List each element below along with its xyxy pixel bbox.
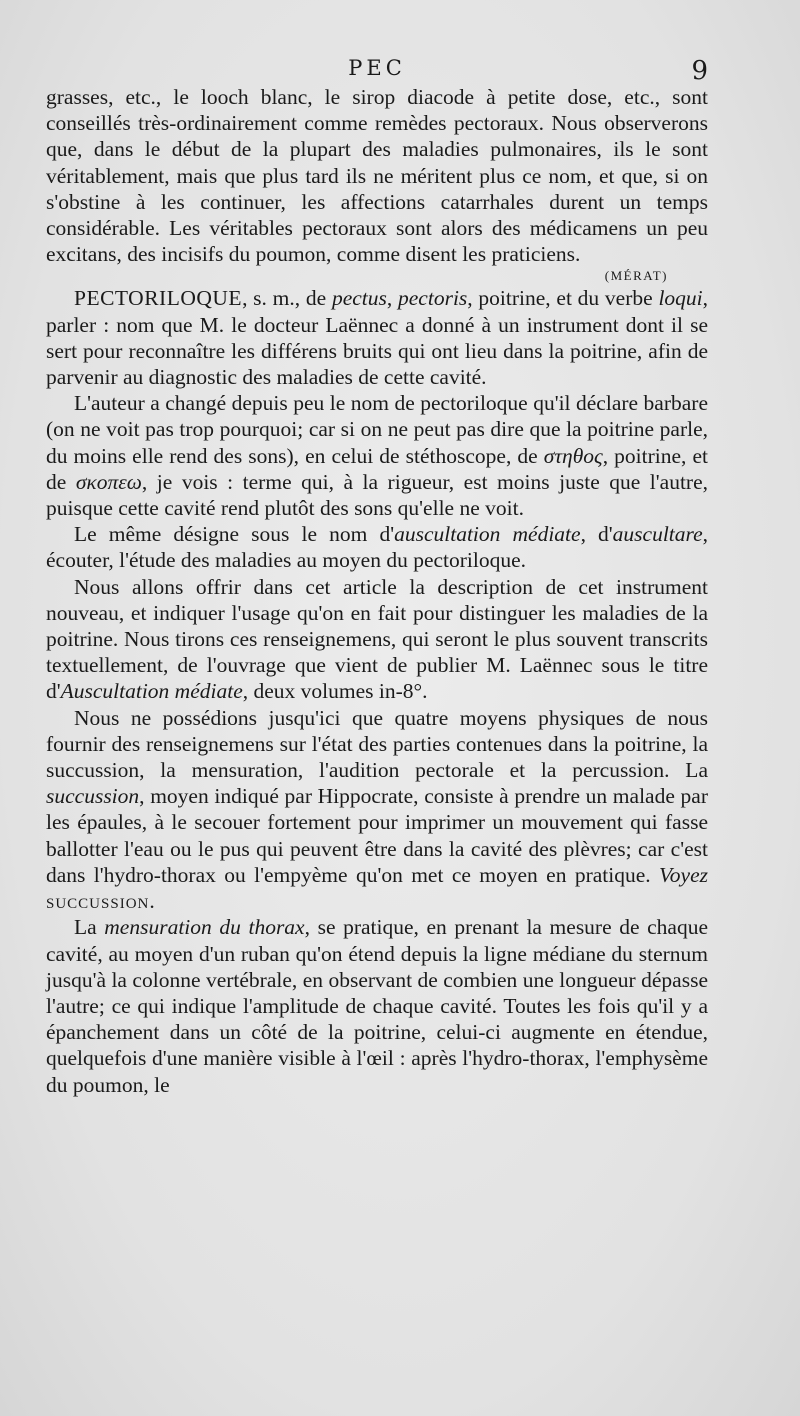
running-head: PEC bbox=[348, 56, 406, 80]
greek-word: σκοπεω bbox=[75, 469, 142, 494]
paragraph-stethoscope: L'auteur a changé depuis peu le nom de pectoriloque qu'il déclare barbare (on ne voit pas trop pourquoi; car si on ne peut pas dire que la poitrine parle, du moins elle rend des sons), en celui de stéthoscope, de στηθος, poitrine, et de σκοπεω, je vois : terme qui, à la rigueur, est moins juste que l'autre, puisque cette cavité rend plutôt des sons qu'elle ne voit. bbox=[46, 391, 708, 521]
paragraph-continuation: grasses, etc., le looch blanc, le sirop diacode à petite dose, etc., sont conseillés très-ordinairement comme remèdes pectoraux. Nous observerons que, dans le début de la plupart des maladies pulmonaires, ils le sont véritablement, mais que plus tard ils ne méritent plus ce nom, et que, si on s'obstine à les continuer, les affections catarrhales durent un temps considérable. Les véritables pectoraux sont alors des médicamens un peu excitans, des incisifs du poumon, comme disent les praticiens. bbox=[46, 85, 708, 267]
paragraph-auscultation: Le même désigne sous le nom d'auscultation médiate, d'auscultare, écouter, l'étude des maladies au moyen du pectoriloque. bbox=[46, 522, 709, 573]
greek-word: στηθος bbox=[543, 443, 603, 468]
entry-pectoriloque: PECTORILOQUE, s. m., de pectus, pectoris, poitrine, et du verbe loqui, parler : nom que M. le docteur Laënnec a donné à un instrument dont il se sert pour reconnaître les différens bruits qui ont lieu dans la poitrine, afin de parvenir au diagnostic des maladies de cette cavité. bbox=[46, 286, 709, 390]
paragraph-succussion: Nous ne possédions jusqu'ici que quatre moyens physiques de nous fournir des renseignemens sur l'état des parties contenues dans la poitrine, la succussion, la mensuration, l'audition pectorale et la percussion. La succussion, moyen indiqué par Hippocrate, consiste à prendre un malade par les épaules, à le secouer fortement pour imprimer un mouvement qui fasse ballotter l'eau ou le pus qui peuvent être dans la cavité des plèvres; car c'est dans l'hydro-thorax ou l'empyème qu'on met ce moyen en pratique. Voyez succussion. bbox=[46, 705, 708, 914]
entry-term: PECTORILOQUE bbox=[74, 286, 243, 311]
page-number: 9 bbox=[691, 56, 708, 86]
author-signature: (MÉRAT) bbox=[604, 268, 668, 284]
page-body bbox=[46, 84, 708, 1098]
paragraph-description: Nous allons offrir dans cet article la description de cet instrument nouveau, et indiquer l'usage qu'on en fait pour distinguer les maladies de la poitrine. Nous tirons ces renseignemens, qui seront le plus souvent transcrits textuellement, de l'ouvrage que vient de publier M. Laënnec sous le titre d'Auscultation médiate, deux volumes in-8°. bbox=[46, 574, 708, 704]
paragraph-mensuration: La mensuration du thorax, se pratique, en prenant la mesure de chaque cavité, au moyen d'un ruban qu'on étend depuis la ligne médiane du sternum jusqu'à la colonne vertébrale, en observant de combien une longueur dépasse l'autre; ce qui indique l'amplitude de chaque cavité. Toutes les fois qu'il y a épanchement dans un côté de la poitrine, celui-ci augmente en étendue, quelquefois d'une manière visible à l'œil : après l'hydro-thorax, l'emphysème du poumon, le bbox=[46, 915, 708, 1097]
